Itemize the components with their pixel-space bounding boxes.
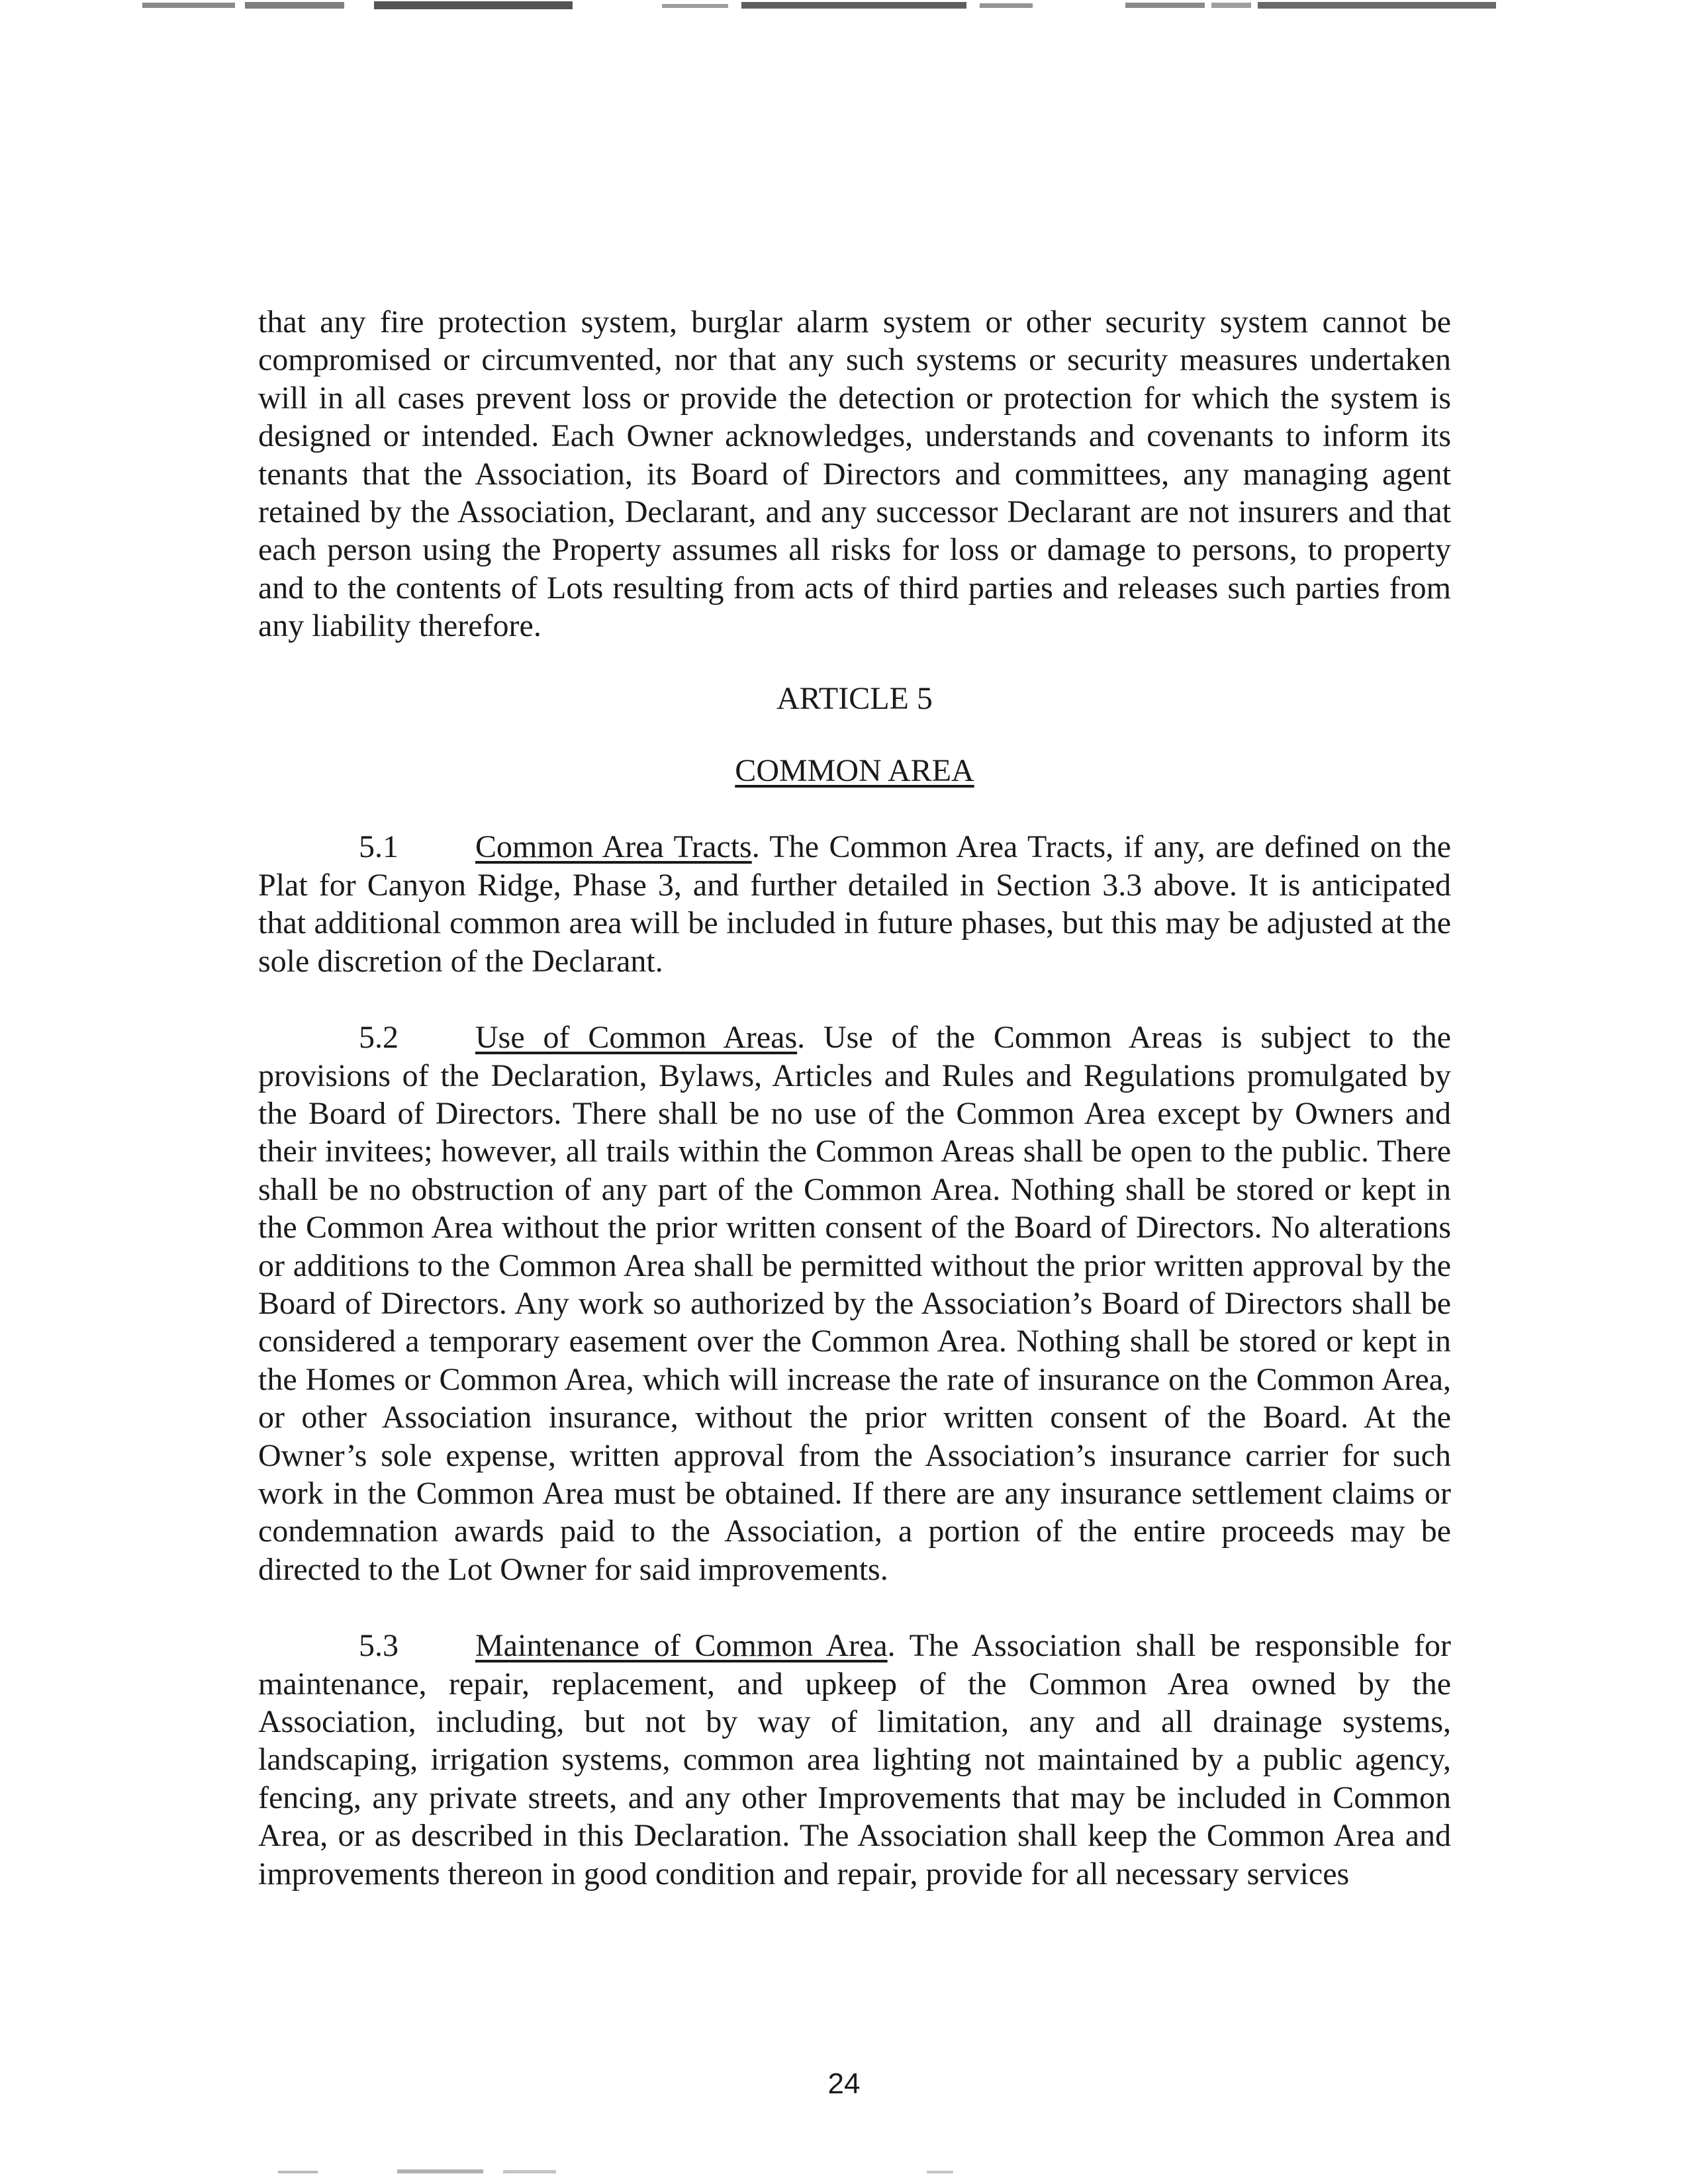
article-heading: ARTICLE 5: [776, 680, 933, 716]
section-5-1: [258, 828, 1451, 980]
section-number: 5.3: [359, 1628, 399, 1664]
section-5-3: [258, 1627, 1451, 1893]
section-text: . Use of the Common Areas is subject to the provisions of the Declaration, Bylaws, Articles and Rules and Regulations promulgated by the Board of Directors. There shall be no use of the Common Area except by Owners and their invitees; however, all trails within the Common Areas shall be open to the public. There shall be no obstruction of any part of the Common Area. Nothing shall be stored or kept in the Common Area without the prior written consent of the Board of Directors. No alterations or additions to the Common Area shall be permitted without the prior written approval by the Board of Directors. Any work so authorized by the Association’s Board of Directors shall be considered a temporary easement over the Common Area. Nothing shall be stored or kept in the Homes or Common Area, which will increase the rate of insurance on the Common Area, or other Association insurance, without the prior written consent of the Board. At the Owner’s sole expense, written approval from the Association’s insurance carrier for such work in the Common Area must be obtained. If there are any insurance settlement claims or condemnation awards paid to the Association, a portion of the entire proceeds may be directed to the Lot Owner for said improvements.: [258, 1020, 1451, 1587]
section-text: . The Common Area Tracts, if any, are defined on the Plat for Canyon Ridge, Phase 3, and further detailed in Section 3.3 above. It is anticipated that additional common area will be included in future phases, but this may be adjusted at the sole discretion of the Declarant.: [258, 829, 1452, 979]
scan-artifact-top: [0, 0, 1688, 15]
scan-artifact-bottom: [0, 2165, 1688, 2179]
section-number: 5.2: [359, 1020, 399, 1056]
page-number: 24: [827, 2068, 861, 2100]
continuation-paragraph: that any fire protection system, burglar alarm system or other security system cannot be compromised or circumvented, nor that any such systems or security measures undertaken will in all cases prevent loss or provide the detection or protection for which the system is designed or intended. Each Owner acknowledges, understands and covenants to inform its tenants that the Association, its Board of Directors and committees, any managing agent retained by the Association, Declarant, and any successor Declarant are not insurers and that each person using the Property assumes all risks for loss or damage to persons, to property and to the contents of Lots resulting from acts of third parties and releases such parties from any liability therefore.: [258, 304, 1451, 644]
section-5-2: [258, 1019, 1451, 1588]
document-body: [258, 303, 1451, 1893]
section-number: 5.1: [359, 829, 399, 865]
section-title: Maintenance of Common Area: [475, 1628, 888, 1664]
article-title: [258, 752, 1451, 790]
section-title: Common Area Tracts: [475, 829, 752, 865]
article-title-text: COMMON AREA: [735, 753, 974, 789]
section-title: Use of Common Areas: [475, 1020, 798, 1056]
section-text: . The Association shall be responsible for maintenance, repair, replacement, and upkeep of the Common Area owned by the Association, including, but not by way of limitation, any and all drainage systems, landscaping, irrigation systems, common area lighting not maintained by a public agency, fencing, any private streets, and any other Improvements that may be included in Common Area, or as described in this Declaration. The Association shall keep the Common Area and improvements thereon in good condition and repair, provide for all necessary services: [258, 1628, 1451, 1891]
